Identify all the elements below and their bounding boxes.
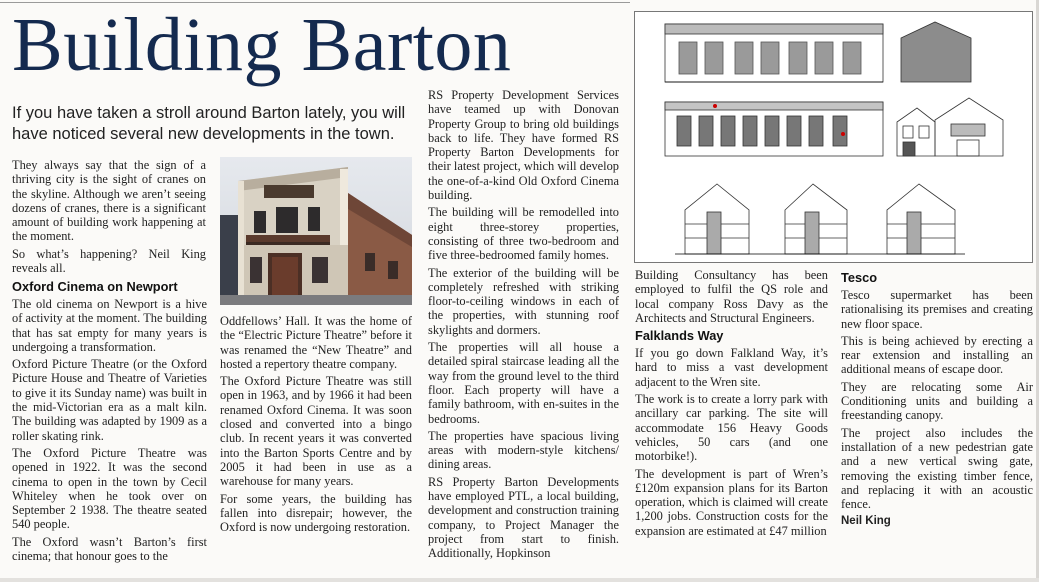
paragraph: The old cinema on Newport is a hive of activity at the moment. The building that has sat empty for many years is undergoing a transformation. [12, 297, 207, 354]
paragraph: The development is part of Wren’s £120m expansion plans for its Barton operation, which is claimed will create 1,200 jobs. Construction costs for the expansion are estimated at £47 million [635, 466, 828, 538]
cinema-building-photo [220, 157, 412, 305]
paragraph: Building Consultancy has been employed to fulfil the QS role and local company Ross Davy as the Architects and Structural Engineers. [635, 268, 828, 325]
paragraph: The exterior of the building will be completely refreshed with striking floor-to-ceiling windows in each of the properties, with stunning roof skylights and dormers. [428, 265, 619, 337]
paragraph: Oddfellows’ Hall. It was the home of the “Electric Picture Theatre” before it was renamed the “New Theatre” and hosted a repertory theatre company. [220, 314, 412, 371]
column-1-intro [12, 158, 206, 278]
column-4 [635, 268, 828, 541]
paragraph: The Oxford Picture Theatre was still open in 1963, and by 1966 it had been renamed Oxford Cinema. It was soon closed and converted into a bingo club. In recent years it was converted into the Barton Sports Centre and by 2005 it had been in use as a warehouse for many years. [220, 374, 412, 489]
paragraph: So what’s happening? Neil King reveals all. [12, 246, 206, 276]
section-heading-falklands: Falklands Way [635, 328, 724, 344]
page-bottom-edge [0, 578, 1039, 582]
paragraph: Tesco supermarket has been rationalising its premises and creating new floor space. [841, 288, 1033, 331]
column-2 [220, 314, 412, 537]
elevation-drawings-art [635, 12, 1033, 263]
column-3 [428, 88, 619, 564]
paragraph: The properties will all house a detailed spiral staircase leading all the way from the ground level to the third floor. Each property will have a family bathroom, with en-suites in the bedrooms. [428, 340, 619, 426]
paragraph: RS Property Development Services have teamed up with Donovan Property Group to bring old buildings back to life. They have formed RS Property Barton Developments for their latest project, which will develop the one-of-a-kind Old Oxford Cinema building. [428, 88, 619, 203]
paragraph: They are relocating some Air Conditioning units and building a freestanding canopy. [841, 379, 1033, 423]
paragraph: The Oxford wasn’t Barton’s first cinema; that honour goes to the [12, 534, 207, 564]
paragraph: For some years, the building has fallen into disrepair; however, the Oxford is now undergoing restoration. [220, 491, 412, 535]
paragraph: The building will be remodelled into eight three-storey properties, consisting of three two-bedroom and five three-bedroomed family homes. [428, 205, 619, 263]
author-byline: Neil King [841, 515, 891, 528]
column-5 [841, 268, 1033, 529]
section-heading-cinema: Oxford Cinema on Newport [12, 279, 178, 294]
section-heading-tesco: Tesco [841, 270, 878, 285]
paragraph: They always say that the sign of a thriving city is the sight of cranes on the skyline. Although we aren’t seeing dozens of cranes, there is a significant amount of building work happening at the moment. [12, 158, 206, 244]
paragraph: The project also includes the installation of a new pedestrian gate and a new vertical swing gate, removing the existing timber fence, and replacing it with an acoustic fence. [841, 425, 1033, 512]
column-1-cinema [12, 277, 207, 566]
article-title: Building Barton [12, 3, 512, 87]
paragraph: The properties have spacious living areas with modern-style kitchens/ dining areas. [428, 428, 619, 472]
paragraph: If you go down Falkland Way, it’s hard to miss a vast development adjacent to the Wren site. [635, 346, 828, 389]
cinema-building-photo-art [220, 157, 412, 305]
architect-elevation-drawings [634, 11, 1033, 263]
paragraph: The work is to create a lorry park with ancillary car parking. The site will accommodate 156 Heavy Goods vehicles, 50 cars (and one motorbike!). [635, 392, 828, 464]
paragraph: This is being achieved by erecting a rear extension and installing an additional means of escape door. [841, 333, 1033, 377]
paragraph: Oxford Picture Theatre (or the Oxford Picture House and Theatre of Varieties to give it its Sunday name) was built in the mid-Victorian era as a malt kiln. The building was adapted by 1909 as a roller skating rink. [12, 357, 207, 443]
paragraph: RS Property Barton Developments have employed PTL, a local building, development and construction training company, to Project Manager the project from start to finish. Additionally, Hopkinson [428, 474, 619, 561]
article-intro: If you have taken a stroll around Barton lately, you will have noticed several new developments in the town. [12, 104, 406, 143]
paragraph: The Oxford Picture Theatre was opened in 1922. It was the second cinema to open in the town by Cecil Whiteley when he took over on September 2 1938. The theatre seated 540 people. [12, 445, 207, 532]
